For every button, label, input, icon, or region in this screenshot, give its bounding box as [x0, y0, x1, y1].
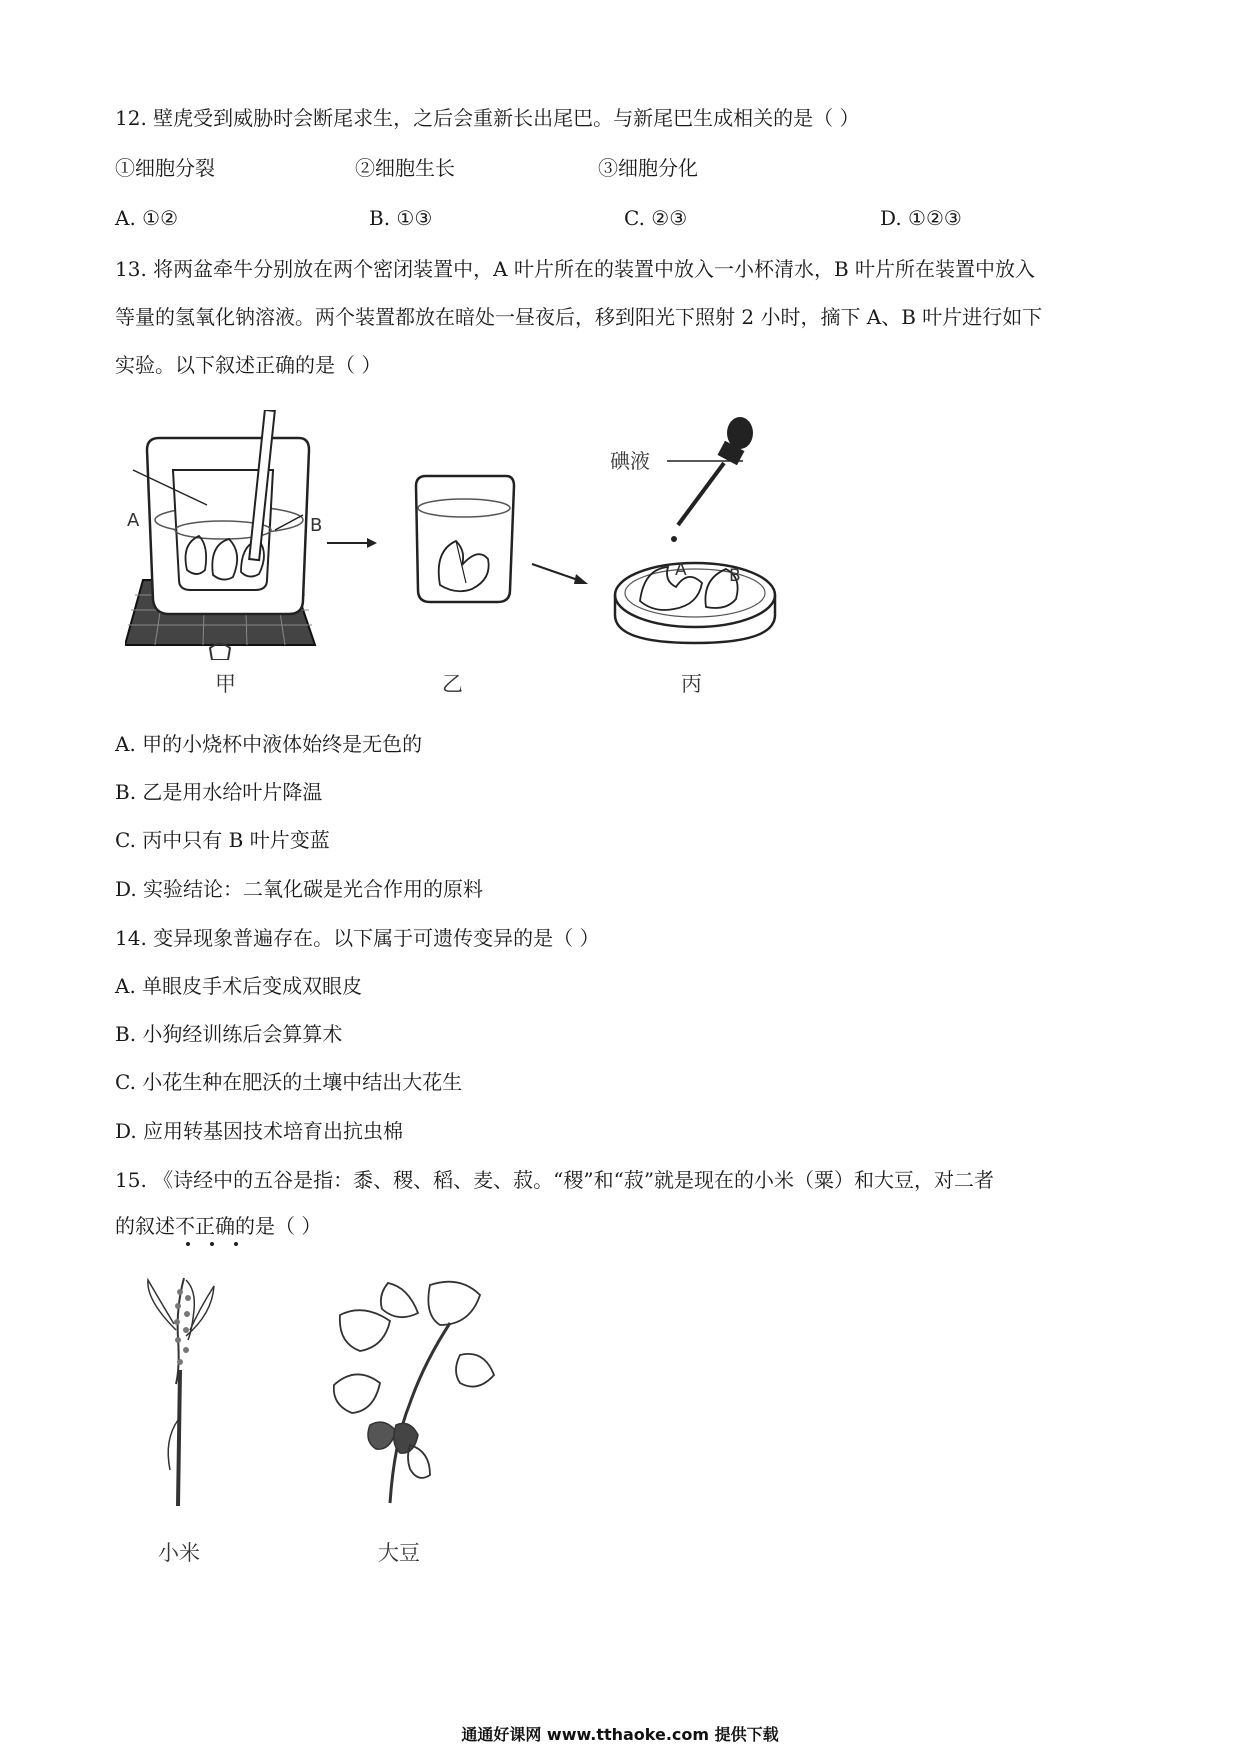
label-iodine: 碘液: [610, 449, 650, 473]
caption-millet: 小米: [158, 1541, 200, 1565]
millet-illustration: [140, 1270, 220, 1510]
q12-option-b: B. ①③: [369, 206, 433, 230]
q12-item-2: ②细胞生长: [355, 156, 455, 180]
q12-option-d: D. ①②③: [880, 206, 962, 230]
q12-item-1: ①细胞分裂: [115, 156, 215, 180]
caption-soybean: 大豆: [378, 1541, 420, 1565]
emphasis-dot: [234, 1242, 238, 1246]
label-a: A: [127, 510, 140, 531]
dish-label-a: A: [675, 560, 687, 580]
caption-yi: 乙: [442, 672, 463, 696]
q14-stem: 14. 变异现象普遍存在。以下属于可遗传变异的是（ ）: [115, 926, 600, 950]
q14-option-b: B. 小狗经训练后会算算术: [115, 1022, 343, 1046]
q14-option-a: A. 单眼皮手术后变成双眼皮: [115, 974, 363, 998]
q14-option-d: D. 应用转基因技术培育出抗虫棉: [115, 1119, 404, 1143]
q14-option-c: C. 小花生种在肥沃的土壤中结出大花生: [115, 1070, 463, 1094]
soybean-illustration: [330, 1275, 500, 1515]
caption-bing: 丙: [681, 672, 702, 696]
q13-stem-line-2: 等量的氢氧化钠溶液。两个装置都放在暗处一昼夜后，移到阳光下照射 2 小时，摘下 A、B 叶片进行如下: [115, 305, 1043, 329]
arrow-1-icon: [325, 533, 380, 553]
q13-stem-line-1: 13. 将两盆牵牛分别放在两个密闭装置中，A 叶片所在的装置中放入一小杯清水，B 叶片所在装置中放入: [115, 257, 1036, 281]
q15-stem-line-2: 的叙述不正确的是（ ）: [115, 1214, 322, 1238]
q13-option-d: D. 实验结论：二氧化碳是光合作用的原料: [115, 877, 484, 901]
caption-jia: 甲: [215, 672, 236, 696]
arrow-2-icon: [530, 560, 590, 590]
q13-option-b: B. 乙是用水给叶片降温: [115, 780, 323, 804]
q13-option-a: A. 甲的小烧杯中液体始终是无色的: [115, 732, 423, 756]
iodine-pointer-line: [665, 456, 745, 466]
footer-watermark: 通通好课网 www.tthaoke.com 提供下载: [461, 1725, 779, 1744]
dish-label-b: B: [729, 566, 741, 586]
q12-stem: 12. 壁虎受到威胁时会断尾求生，之后会重新长出尾巴。与新尾巴生成相关的是（ ）: [115, 106, 860, 130]
q13-stem-line-3: 实验。以下叙述正确的是（ ）: [115, 353, 382, 377]
q13-option-c: C. 丙中只有 B 叶片变蓝: [115, 828, 330, 852]
q12-option-c: C. ②③: [624, 206, 688, 230]
label-b: B: [310, 515, 323, 536]
q12-option-a: A. ①②: [115, 206, 179, 230]
q12-item-3: ③细胞分化: [598, 156, 698, 180]
figure-jia-water-bath: [125, 410, 325, 660]
emphasis-dot: [186, 1242, 190, 1246]
emphasis-dot: [210, 1242, 214, 1246]
q15-stem-line-1: 15. 《诗经中的五谷是指：黍、稷、稻、麦、菽。“稷”和“菽”就是现在的小米（粟）和大豆，对二者: [115, 1168, 995, 1192]
figure-yi-beaker: [410, 470, 520, 610]
